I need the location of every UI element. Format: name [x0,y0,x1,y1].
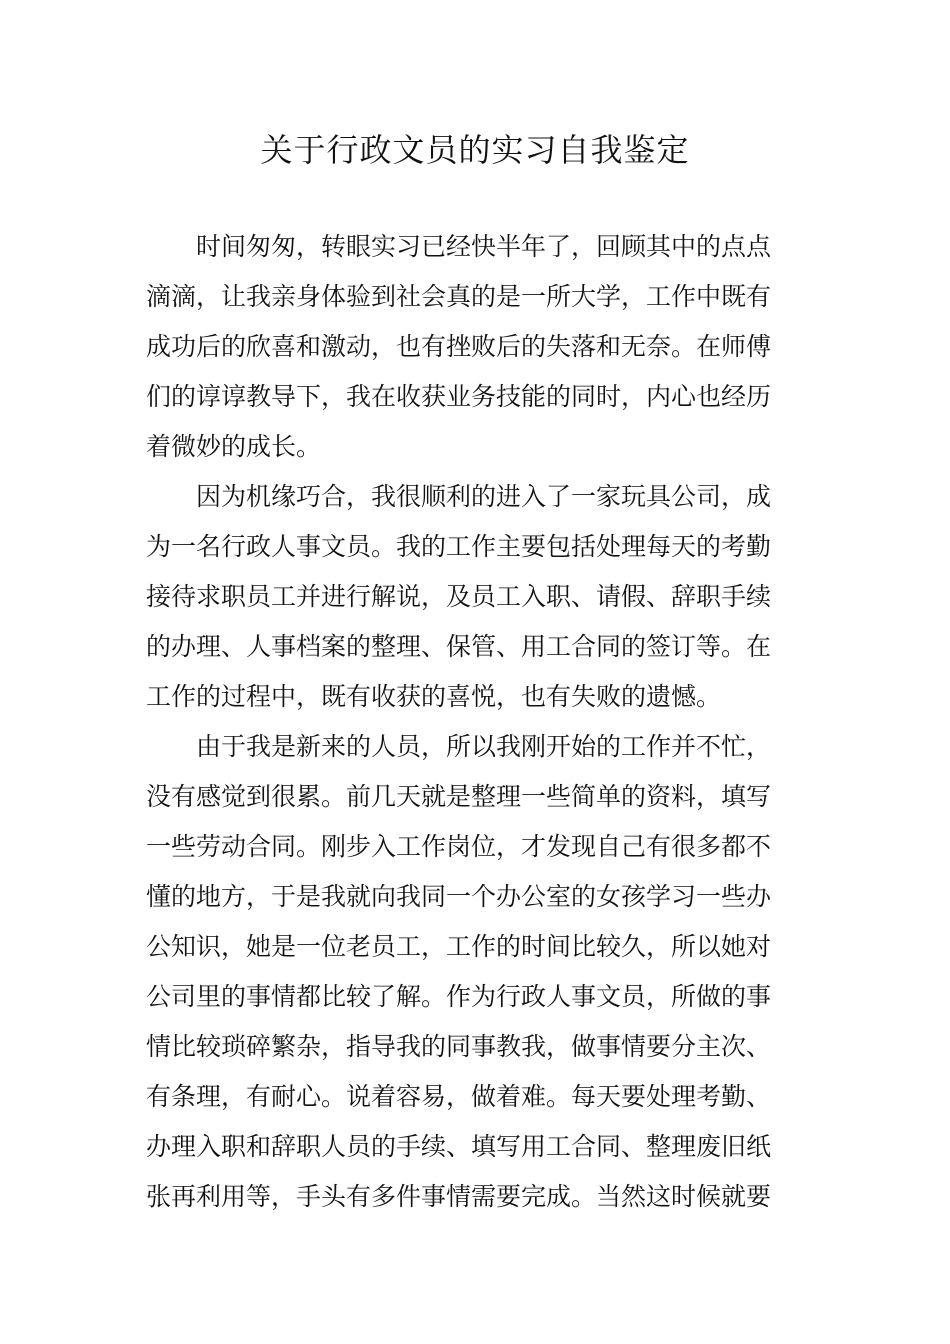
paragraph-2-line-3: 接待求职员工并进行解说，及员工入职、请假、辞职手续 [146,582,772,611]
paragraph-3-line-5: 公知识，她是一位老员工，工作的时间比较久，所以她对 [146,932,772,961]
paragraph-1-line-3: 成功后的欣喜和激动，也有挫败后的失落和无奈。在师傅 [146,332,772,361]
paragraph-1-line-2: 滴滴，让我亲身体验到社会真的是一所大学，工作中既有 [146,282,772,311]
paragraph-1-line-4: 们的谆谆教导下，我在收获业务技能的同时，内心也经历 [146,382,772,411]
paragraph-3-line-1: 由于我是新来的人员，所以我刚开始的工作并不忙， [196,732,772,761]
document-body [146,222,806,1222]
document-title: 关于行政文员的实习自我鉴定 [260,131,690,169]
paragraph-3-line-10: 张再利用等，手头有多件事情需要完成。当然这时候就要 [146,1182,772,1211]
paragraph-3-line-4: 懂的地方，于是我就向我同一个办公室的女孩学习一些办 [146,882,772,911]
paragraph-2-line-2: 为一名行政人事文员。我的工作主要包括处理每天的考勤 [146,532,772,561]
paragraph-3-line-7: 情比较琐碎繁杂，指导我的同事教我，做事情要分主次、 [146,1032,772,1061]
paragraph-3-line-8: 有条理，有耐心。说着容易，做着难。每天要处理考勤、 [146,1082,772,1111]
paragraph-1-line-1: 时间匆匆，转眼实习已经快半年了，回顾其中的点点 [196,232,772,261]
paragraph-3-line-3: 一些劳动合同。刚步入工作岗位，才发现自己有很多都不 [146,832,772,861]
paragraph-2-line-1: 因为机缘巧合，我很顺利的进入了一家玩具公司，成 [196,482,772,511]
paragraph-3-line-2: 没有感觉到很累。前几天就是整理一些简单的资料，填写 [146,782,772,811]
paragraph-2-line-5: 工作的过程中，既有收获的喜悦，也有失败的遗憾。 [146,682,722,711]
paragraph-2-line-4: 的办理、人事档案的整理、保管、用工合同的签订等。在 [146,632,772,661]
paragraph-1-line-5: 着微妙的成长。 [146,432,322,461]
paragraph-3-line-6: 公司里的事情都比较了解。作为行政人事文员，所做的事 [146,982,772,1011]
paragraph-3-line-9: 办理入职和辞职人员的手续、填写用工合同、整理废旧纸 [146,1132,772,1161]
